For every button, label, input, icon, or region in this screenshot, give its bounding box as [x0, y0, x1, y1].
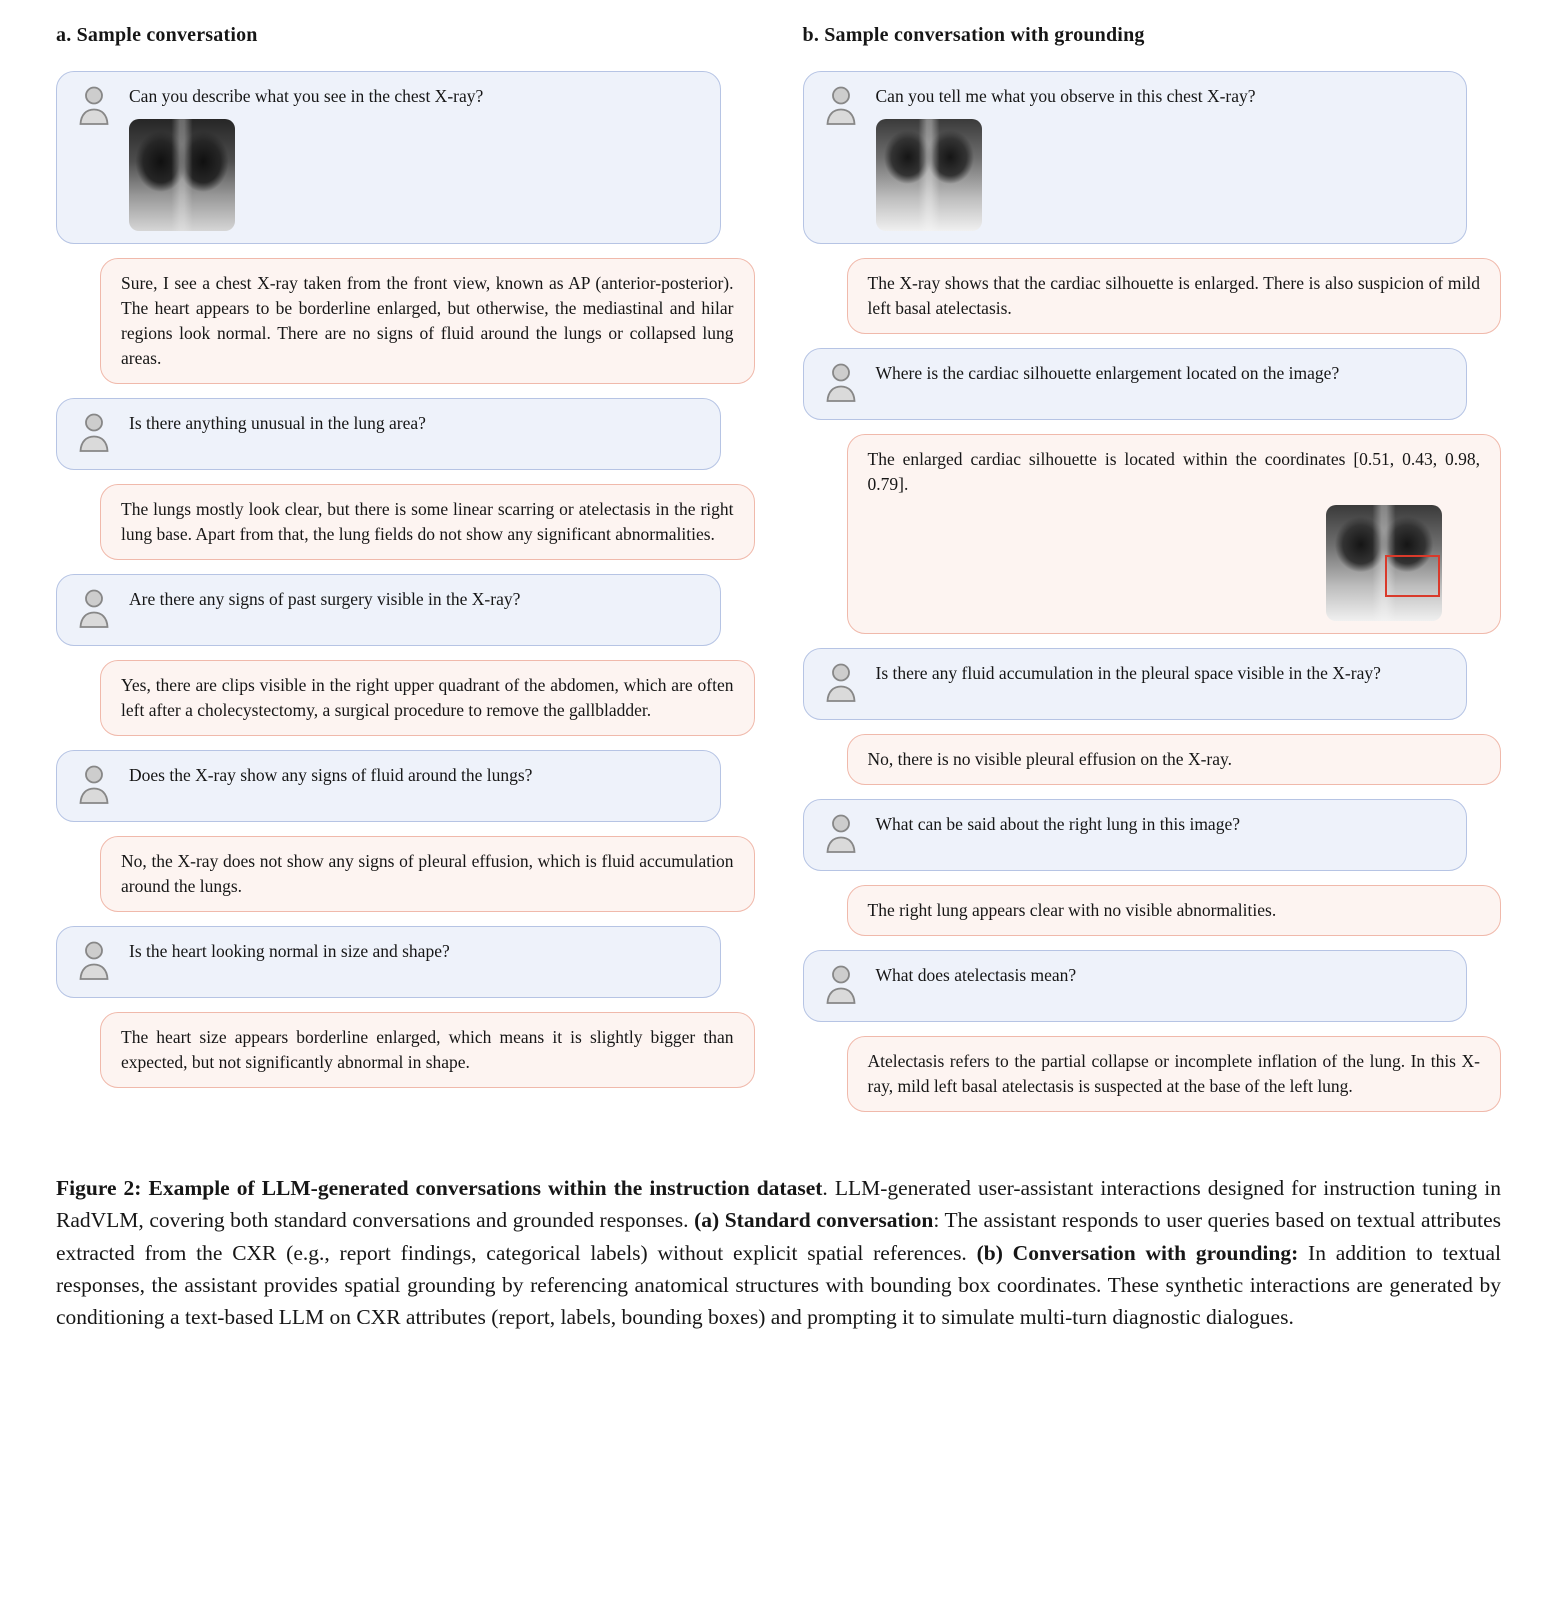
assistant-message-text: The heart size appears borderline enlarged, which means it is slightly bigger than expected, but not significantly abnormal in shape.: [121, 1027, 734, 1073]
assistant-message-text: The lungs mostly look clear, but there is some linear scarring or atelectasis in the right lung base. Apart from that, the lung fields do not show any significant abnormalities.: [121, 499, 734, 545]
assistant-message: [100, 660, 755, 736]
assistant-message: [100, 1012, 755, 1088]
user-message-text: Is the heart looking normal in size and shape?: [129, 941, 450, 962]
caption-text: : The assistant responds to user queries based on textual attributes extracted from the CXR (e.g., report findings, categorical labels) without explicit spatial references.: [56, 1208, 1501, 1265]
assistant-message-text: Yes, there are clips visible in the right upper quadrant of the abdomen, which are often left after a cholecystectomy, a surgical procedure to remove the gallbladder.: [121, 675, 734, 721]
user-message-content: [876, 84, 1447, 231]
assistant-message: [847, 434, 1502, 634]
assistant-message: [847, 734, 1502, 785]
user-message-text: What does atelectasis mean?: [875, 965, 1077, 986]
bounding-box-overlay: [1385, 555, 1440, 597]
user-message-text: Can you describe what you see in the chest X-ray?: [129, 86, 484, 106]
caption-text: In addition to textual responses, the assistant provides spatial grounding by referencing anatomical structures with bounding box coordinates. These synthetic interactions are generated by conditioning a text-based LLM on CXR attributes (report, labels, bounding boxes) and prompting it to simulate multi-turn diagnostic dialogues.: [56, 1240, 1502, 1330]
user-message-content: [876, 963, 1447, 988]
caption-subhead-a: (a) Standard conversation: [694, 1208, 934, 1233]
assistant-message-text: The X-ray shows that the cardiac silhouette is enlarged. There is also suspicion of mild left basal atelectasis.: [867, 273, 1480, 319]
user-avatar-icon: [77, 84, 113, 130]
assistant-message-text: No, the X-ray does not show any signs of pleural effusion, which is fluid accumulation around the lungs.: [121, 851, 734, 897]
user-avatar-icon: [824, 361, 860, 407]
user-message: [56, 750, 721, 822]
assistant-message-text: Sure, I see a chest X-ray taken from the front view, known as AP (anterior-posterior). The heart appears to be borderline enlarged, but otherwise, the mediastinal and hilar regions look normal. There are no signs of fluid around the lungs or collapsed lung areas.: [121, 273, 734, 369]
user-message-content: [129, 763, 700, 788]
assistant-message: [847, 1036, 1502, 1112]
user-message: [803, 799, 1468, 871]
user-message-content: [129, 587, 700, 612]
assistant-message: [100, 258, 755, 384]
user-avatar-icon: [824, 661, 860, 707]
user-message: [56, 71, 721, 244]
user-avatar-icon: [77, 587, 113, 633]
assistant-message: [100, 836, 755, 912]
user-message: [56, 398, 721, 470]
user-message-text: Where is the cardiac silhouette enlargement located on the image?: [875, 363, 1340, 384]
user-message: [803, 950, 1468, 1022]
user-message-content: [129, 939, 700, 964]
user-message-text: What can be said about the right lung in this image?: [875, 814, 1240, 835]
figure-caption: [56, 1172, 1501, 1333]
user-message: [56, 926, 721, 998]
user-message-text: Can you tell me what you observe in this chest X-ray?: [875, 86, 1256, 106]
user-message: [803, 648, 1468, 720]
user-message-text: Is there any fluid accumulation in the pleural space visible in the X-ray?: [875, 663, 1381, 684]
user-message-content: [876, 812, 1447, 837]
chest-xray-image-grounded: [1326, 505, 1442, 621]
panel-b: [803, 24, 1502, 1126]
assistant-message: [100, 484, 755, 560]
caption-text: . LLM-generated user-assistant interactions designed for instruction tuning in RadVLM, covering both standard conversations and grounded responses.: [56, 1176, 1501, 1233]
user-avatar-icon: [77, 939, 113, 985]
user-avatar-icon: [824, 812, 860, 858]
assistant-message-text: No, there is no visible pleural effusion on the X-ray.: [867, 749, 1232, 770]
chest-xray-image: [129, 119, 235, 231]
user-message-content: [876, 661, 1447, 686]
assistant-message-text: Atelectasis refers to the partial collapse or incomplete inflation of the lung. In this X-ray, mild left basal atelectasis is suspected at the base of the left lung.: [867, 1051, 1480, 1097]
user-message: [803, 71, 1468, 244]
caption-subhead-b: (b) Conversation with grounding:: [976, 1240, 1299, 1265]
user-message: [803, 348, 1468, 420]
user-message-content: [876, 361, 1447, 386]
user-avatar-icon: [77, 411, 113, 457]
assistant-message: [847, 885, 1502, 936]
user-avatar-icon: [824, 963, 860, 1009]
user-message: [56, 574, 721, 646]
user-message-content: [129, 84, 700, 231]
user-avatar-icon: [824, 84, 860, 130]
panel-b-heading: b. Sample conversation with grounding: [802, 24, 1145, 46]
user-avatar-icon: [77, 763, 113, 809]
user-message-content: [129, 411, 700, 436]
caption-figure-label: Figure 2: Example of LLM-generated conversations within the instruction dataset: [56, 1176, 823, 1201]
user-message-text: Is there anything unusual in the lung area?: [129, 413, 426, 434]
panel-a: [56, 24, 755, 1102]
user-message-text: Are there any signs of past surgery visible in the X-ray?: [129, 589, 521, 610]
chest-xray-image: [876, 119, 982, 231]
assistant-message-text: The right lung appears clear with no visible abnormalities.: [867, 900, 1277, 921]
assistant-message-text: The enlarged cardiac silhouette is located within the coordinates [0.51, 0.43, 0.98, 0.79].: [867, 449, 1480, 495]
assistant-message: [847, 258, 1502, 334]
panel-a-heading: a. Sample conversation: [56, 24, 258, 46]
figure-columns: [56, 24, 1501, 1126]
user-message-text: Does the X-ray show any signs of fluid around the lungs?: [129, 765, 533, 786]
